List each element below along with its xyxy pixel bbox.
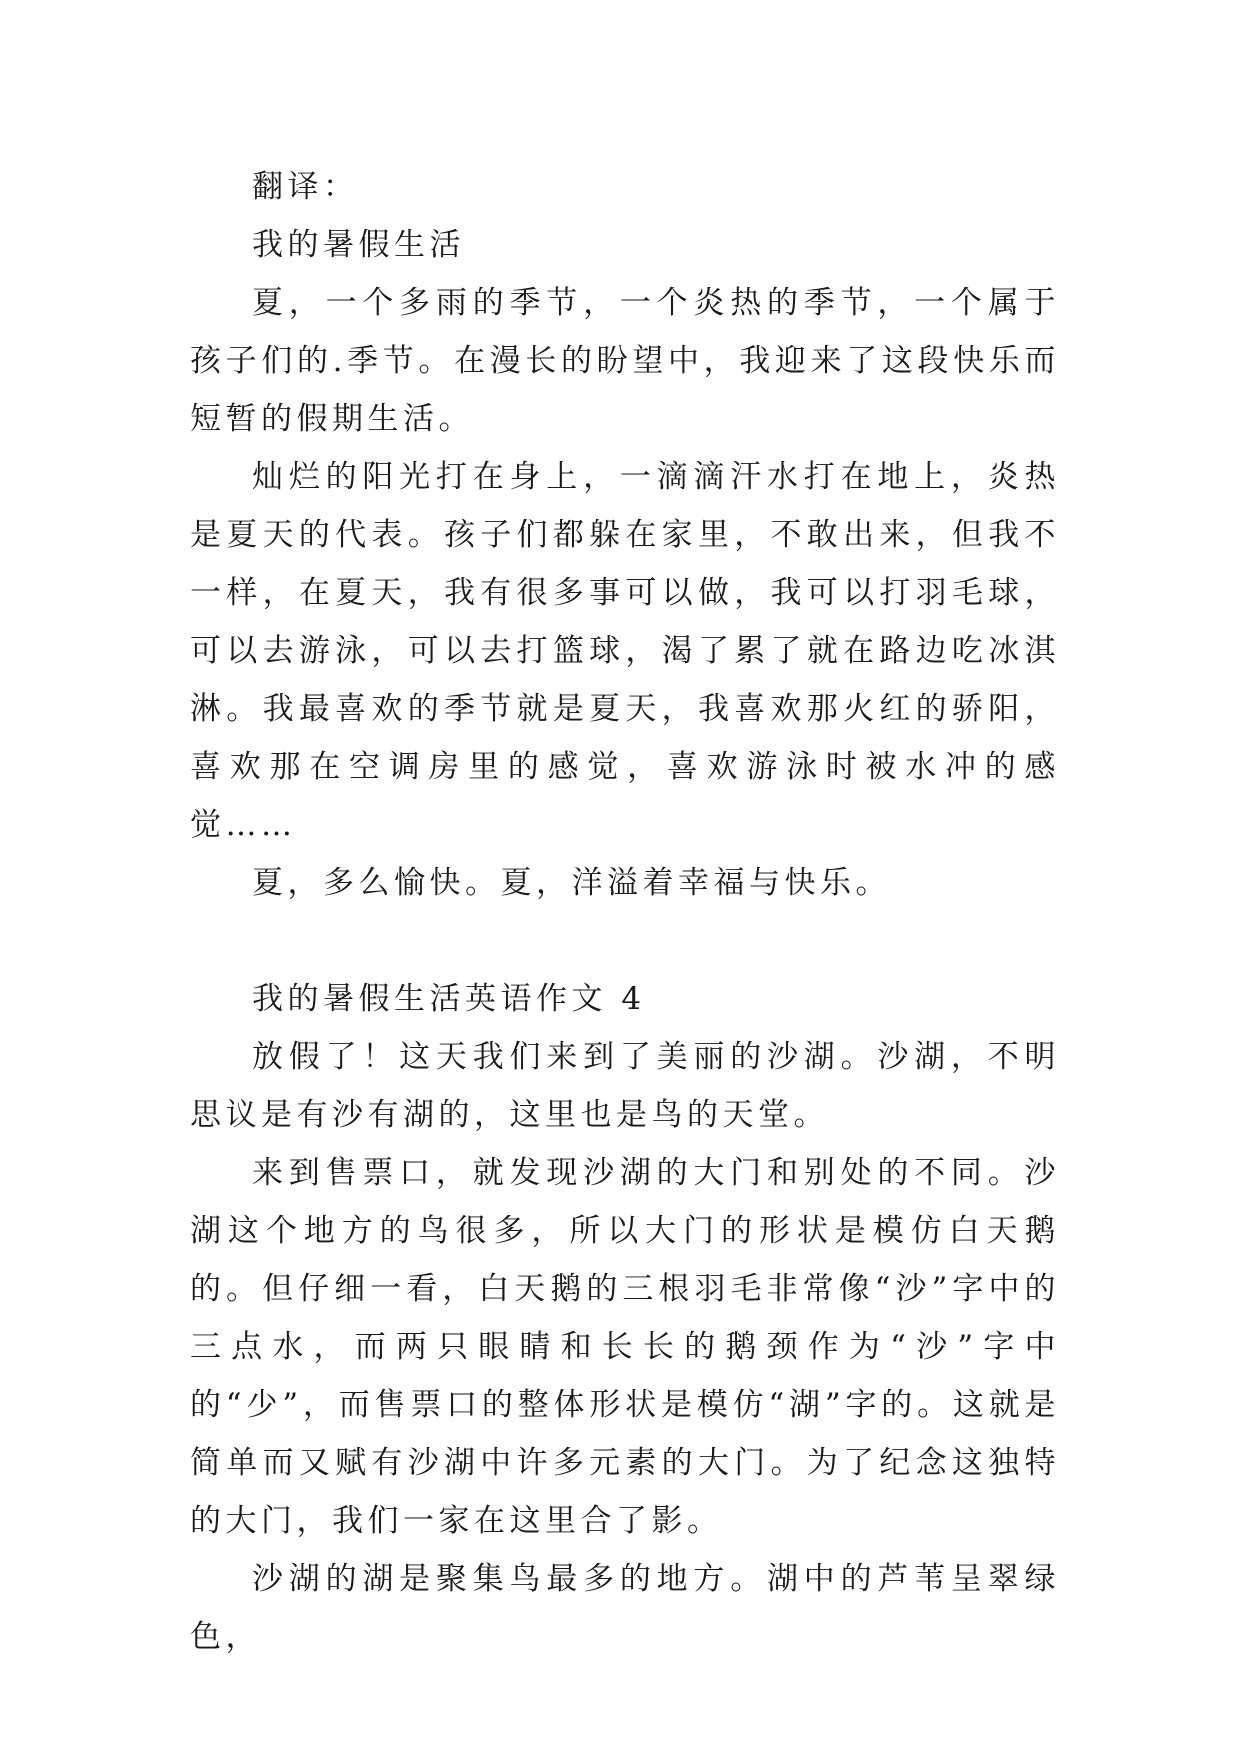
paragraph: 灿烂的阳光打在身上，一滴滴汗水打在地上，炎热是夏天的代表。孩子们都躲在家里，不敢出来，但我不一样，在夏天，我有很多事可以做，我可以打羽毛球，可以去游泳，可以去打篮球，渴了累了就在路边吃冰淇淋。我最喜欢的季节就是夏天，我喜欢那火红的骄阳，喜欢那在空调房里的感觉，喜欢游泳时被水冲的感觉…… <box>190 459 1060 843</box>
paragraph: 沙湖的湖是聚集鸟最多的地方。湖中的芦苇呈翠绿色， <box>190 1561 1060 1655</box>
document-body <box>190 158 1060 1666</box>
section-title: 我的暑假生活英语作文 4 <box>252 981 646 1017</box>
translation-label: 翻译： <box>252 169 359 205</box>
section-spacer <box>190 912 1060 970</box>
paragraph: 来到售票口，就发现沙湖的大门和别处的不同。沙湖这个地方的鸟很多，所以大门的形状是模仿白天鹅的。但仔细一看，白天鹅的三根羽毛非常像“沙”字中的三点水，而两只眼睛和长长的鹅颈作为“沙”字中的“少”，而售票口的整体形状是模仿“湖”字的。这就是简单而又赋有沙湖中许多元素的大门。为了纪念这独特的大门，我们一家在这里合了影。 <box>190 1155 1060 1539</box>
section-title: 我的暑假生活 <box>252 227 465 263</box>
paragraph: 放假了！这天我们来到了美丽的沙湖。沙湖，不明思议是有沙有湖的，这里也是鸟的天堂。 <box>190 1039 1060 1133</box>
paragraph: 夏，一个多雨的季节，一个炎热的季节，一个属于孩子们的.季节。在漫长的盼望中，我迎来了这段快乐而短暂的假期生活。 <box>190 285 1060 437</box>
paragraph: 夏，多么愉快。夏，洋溢着幸福与快乐。 <box>252 865 891 901</box>
